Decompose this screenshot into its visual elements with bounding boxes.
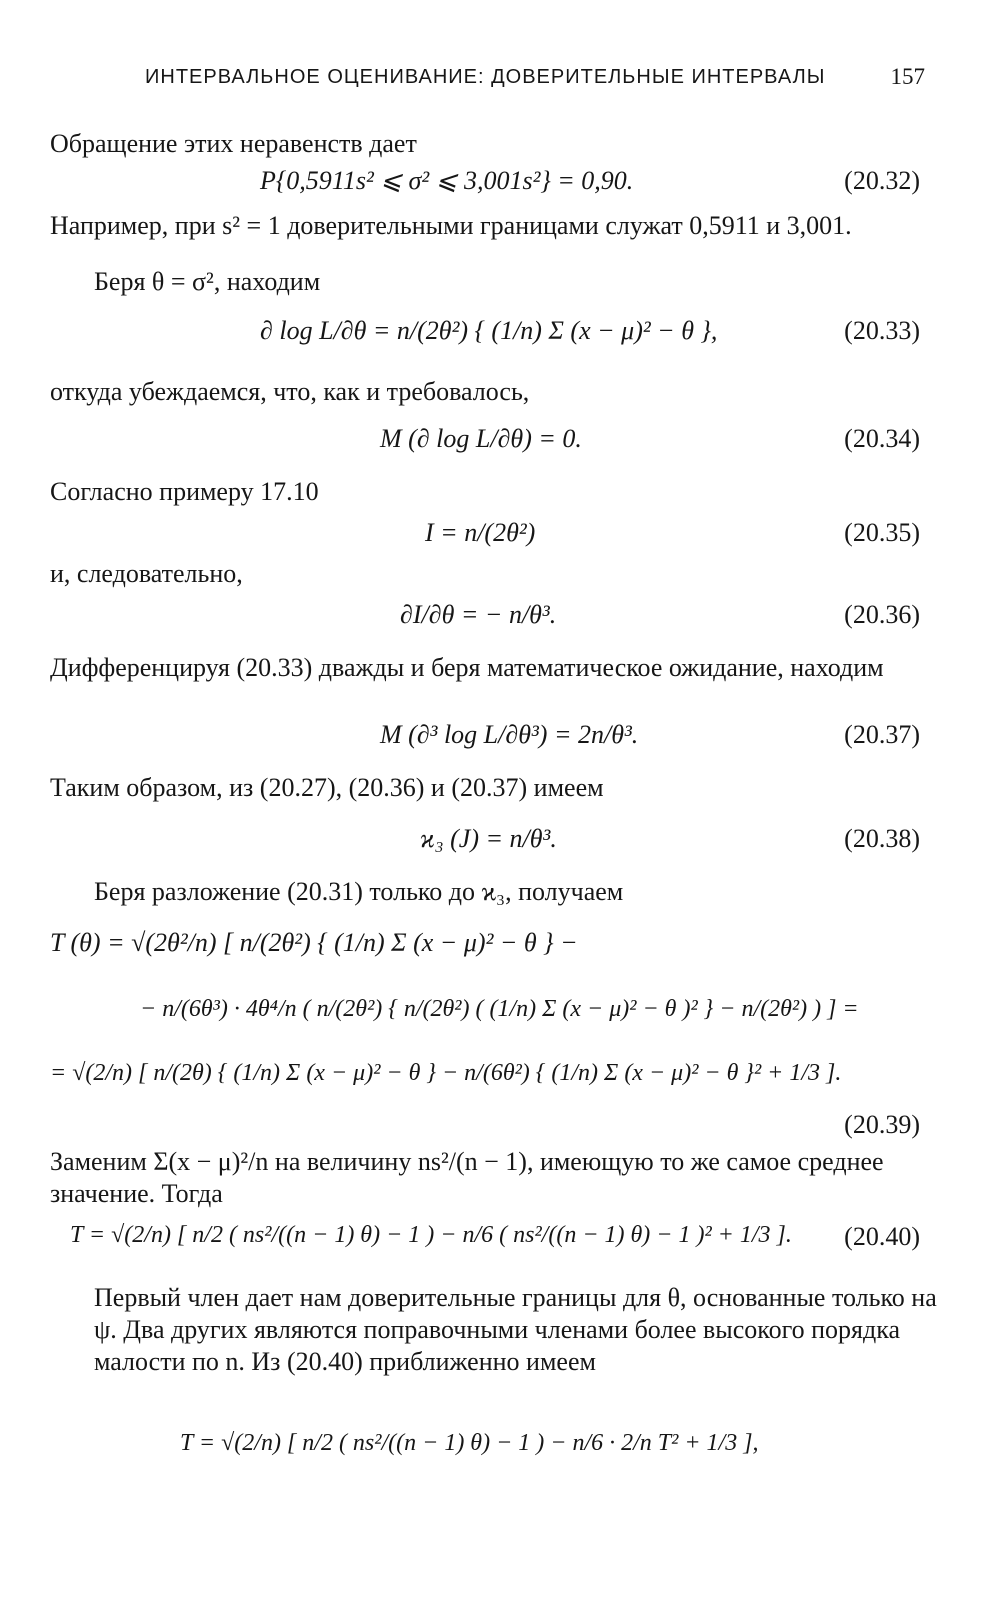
equation-number: (20.32) <box>844 166 920 195</box>
paragraph-4: откуда убеждаемся, что, как и требовалось, <box>50 377 530 406</box>
equation-expr: ∂I/∂θ = − n/θ³. <box>400 600 557 629</box>
equation-20-40 <box>50 1222 920 1266</box>
equation-number: (20.40) <box>844 1222 920 1251</box>
paragraph-5: Согласно примеру 17.10 <box>50 477 319 506</box>
equation-number: (20.39) <box>844 1110 920 1139</box>
running-title: ИНТЕРВАЛЬНОЕ ОЦЕНИВАНИЕ: ДОВЕРИТЕЛЬНЫЕ ИНТЕРВАЛЫ <box>145 66 826 88</box>
paragraph-9: Беря разложение (20.31) только до ϰ₃, получаем <box>94 877 624 906</box>
equation-20-38 <box>50 824 920 868</box>
equation-20-39-line-1 <box>50 928 920 972</box>
equation-expr: ∂ log L/∂θ = n/(2θ²) { (1/n) Σ (x − μ)² − θ }, <box>260 316 718 345</box>
equation-expr: T = √(2/n) [ n/2 ( ns²/((n − 1) θ) − 1 ) − n/6 ( ns²/((n − 1) θ) − 1 )² + 1/3 ]. <box>70 1222 792 1248</box>
equation-number: (20.36) <box>844 600 920 629</box>
page-header <box>145 60 925 96</box>
equation-number: (20.35) <box>844 518 920 547</box>
page-number: 157 <box>890 64 925 89</box>
equation-20-39-line-2 <box>50 996 920 1040</box>
paragraph-8: Таким образом, из (20.27), (20.36) и (20.37) имеем <box>50 773 604 802</box>
equation-number: (20.37) <box>844 720 920 749</box>
equation-20-37 <box>50 720 920 764</box>
equation-20-34 <box>50 424 920 468</box>
equation-expr: ϰ₃ (J) = n/θ³. <box>420 824 557 853</box>
equation-expr: T (θ) = √(2θ²/n) [ n/(2θ²) { (1/n) Σ (x − μ)² − θ } − <box>50 928 578 957</box>
equation-number: (20.34) <box>844 424 920 453</box>
equation-20-39-line-3 <box>50 1060 920 1104</box>
equation-20-33 <box>50 316 920 360</box>
paragraph-7: Дифференцируя (20.33) дважды и беря математическое ожидание, находим <box>50 653 884 682</box>
equation-expr: M (∂ log L/∂θ) = 0. <box>380 424 582 453</box>
equation-20-41 <box>50 1430 920 1474</box>
equation-expr: = √(2/n) [ n/(2θ) { (1/n) Σ (x − μ)² − θ } − n/(6θ²) { (1/n) Σ (x − μ)² − θ }² + 1/3 ]. <box>50 1060 842 1086</box>
equation-expr: P{0,5911s² ⩽ σ² ⩽ 3,001s²} = 0,90. <box>260 166 634 195</box>
paragraph-6: и, следовательно, <box>50 559 243 588</box>
equation-number: (20.33) <box>844 316 920 345</box>
equation-expr: I = n/(2θ²) <box>425 518 536 547</box>
equation-expr: M (∂³ log L/∂θ³) = 2n/θ³. <box>380 720 639 749</box>
equation-20-36 <box>50 600 920 644</box>
paragraph-3: Беря θ = σ², находим <box>94 267 321 296</box>
paragraph-10: Заменим Σ(x − μ)²/n на величину ns²/(n − 1), имеющую то же самое среднее значение. Тогда <box>50 1147 884 1208</box>
equation-expr: T = √(2/n) [ n/2 ( ns²/((n − 1) θ) − 1 ) − n/6 · 2/n T² + 1/3 ], <box>180 1430 759 1456</box>
equation-expr: − n/(6θ³) · 4θ⁴/n ( n/(2θ²) { n/(2θ²) ( (1/n) Σ (x − μ)² − θ )² } − n/(2θ²) ) ] = <box>140 996 859 1022</box>
equation-20-35 <box>50 518 920 562</box>
equation-20-32 <box>50 166 920 210</box>
paragraph-1: Обращение этих неравенств дает <box>50 129 417 158</box>
paragraph-11: Первый член дает нам доверительные границы для θ, основанные только на ψ. Два других являются поправочными членами более высокого порядка малости по n. Из (20.40) приближенно имеем <box>94 1283 937 1376</box>
paragraph-2: Например, при s² = 1 доверительными границами служат 0,5911 и 3,001. <box>50 211 852 240</box>
equation-number: (20.38) <box>844 824 920 853</box>
